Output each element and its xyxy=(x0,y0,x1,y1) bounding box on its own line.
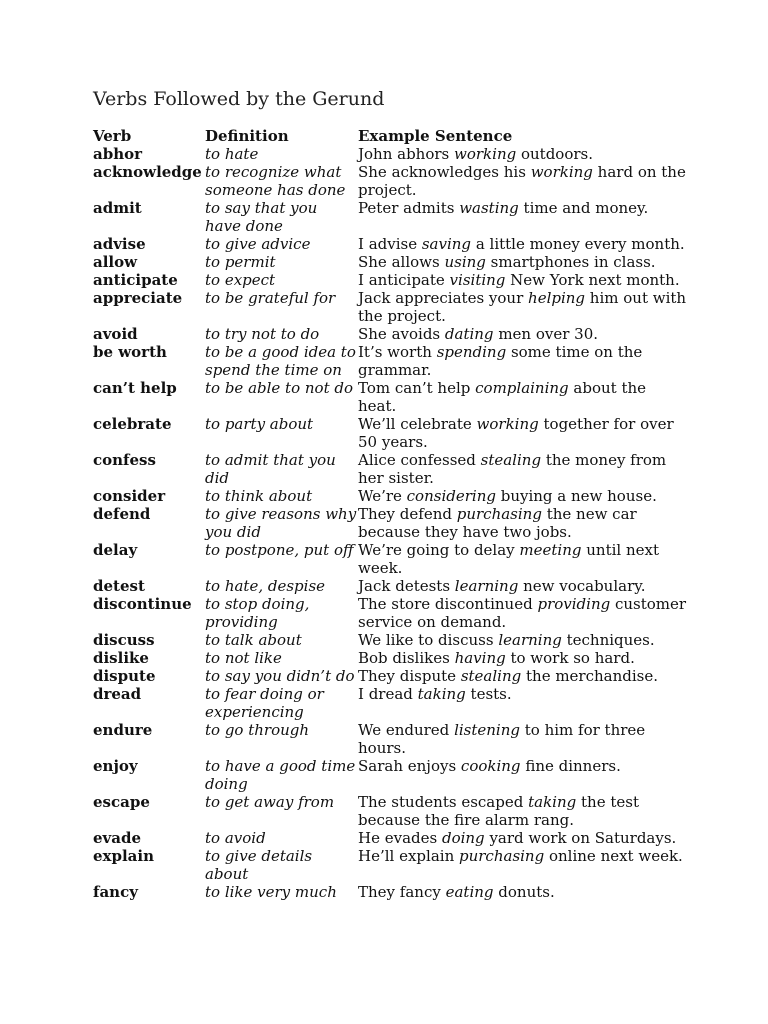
example-text-before: Tom can’t help xyxy=(358,379,476,397)
example-text-after: tests. xyxy=(465,685,512,703)
example-text-after: yard work on Saturdays. xyxy=(484,829,677,847)
verbs-table xyxy=(93,127,688,901)
table-row xyxy=(93,577,688,595)
table-row xyxy=(93,667,688,685)
example-text-before: Peter admits xyxy=(358,199,460,217)
example-text-before: Bob dislikes xyxy=(358,649,455,667)
example-text-after: to work so hard. xyxy=(505,649,635,667)
example-gerund: doing xyxy=(441,829,485,847)
verb-cell: abhor xyxy=(93,145,143,163)
example-cell xyxy=(358,487,688,505)
example-cell xyxy=(358,325,688,343)
example-text-before: We’ll celebrate xyxy=(358,415,477,433)
table-row xyxy=(93,379,688,415)
verb-cell: defend xyxy=(93,505,151,523)
example-cell xyxy=(358,343,688,379)
example-text-after: men over 30. xyxy=(493,325,599,343)
example-gerund: spending xyxy=(436,343,507,361)
example-text-before: The students escaped xyxy=(358,793,529,811)
table-row xyxy=(93,253,688,271)
example-text-before: She allows xyxy=(358,253,445,271)
example-cell xyxy=(358,199,688,235)
table-row xyxy=(93,271,688,289)
example-gerund: cooking xyxy=(460,757,521,775)
table-row xyxy=(93,505,688,541)
example-cell xyxy=(358,289,688,325)
example-text-before: I advise xyxy=(358,235,422,253)
example-gerund: listening xyxy=(454,721,520,739)
verb-cell: celebrate xyxy=(93,415,172,433)
table-row xyxy=(93,847,688,883)
example-cell xyxy=(358,793,688,829)
definition-cell: to give advice xyxy=(205,235,311,253)
example-text-before: She avoids xyxy=(358,325,445,343)
table-row xyxy=(93,145,688,163)
example-gerund: having xyxy=(454,649,506,667)
verb-cell: detest xyxy=(93,577,145,595)
example-text-after: New York next month. xyxy=(505,271,680,289)
example-text-before: Sarah enjoys xyxy=(358,757,461,775)
example-cell xyxy=(358,253,688,271)
definition-cell: to go through xyxy=(205,721,310,739)
example-gerund: helping xyxy=(528,289,586,307)
table-row xyxy=(93,649,688,667)
verb-cell: allow xyxy=(93,253,138,271)
example-cell xyxy=(358,541,688,577)
example-gerund: learning xyxy=(454,577,519,595)
definition-cell: to not like xyxy=(205,649,282,667)
example-text-before: We endured xyxy=(358,721,455,739)
definition-cell: to be a good idea to spend the time on xyxy=(205,343,356,379)
example-text-after: the merchandise. xyxy=(521,667,659,685)
table-row xyxy=(93,163,688,199)
example-cell xyxy=(358,883,688,901)
verb-cell: be worth xyxy=(93,343,167,361)
example-cell xyxy=(358,505,688,541)
verb-cell: endure xyxy=(93,721,153,739)
definition-cell: to have a good time doing xyxy=(205,757,356,793)
example-cell xyxy=(358,595,688,631)
table-row xyxy=(93,685,688,721)
example-text-after: the test because the fire alarm rang. xyxy=(358,793,639,829)
column-header-example: Example Sentence xyxy=(358,127,513,145)
verb-cell: dread xyxy=(93,685,142,703)
verb-cell: evade xyxy=(93,829,142,847)
definition-cell: to postpone, put off xyxy=(205,541,354,559)
page-title: Verbs Followed by the Gerund xyxy=(93,88,385,110)
verb-cell: consider xyxy=(93,487,166,505)
table-row xyxy=(93,721,688,757)
example-text-after: the money from her sister. xyxy=(358,451,667,487)
table-row xyxy=(93,829,688,847)
example-text-after: together for over 50 years. xyxy=(358,415,674,451)
example-cell xyxy=(358,829,688,847)
verb-cell: anticipate xyxy=(93,271,178,289)
example-gerund: working xyxy=(476,415,539,433)
definition-cell: to admit that you did xyxy=(205,451,336,487)
example-text-before: They defend xyxy=(358,505,457,523)
example-text-after: buying a new house. xyxy=(495,487,657,505)
definition-cell: to give details about xyxy=(205,847,313,883)
table-row xyxy=(93,793,688,829)
example-text-after: new vocabulary. xyxy=(518,577,646,595)
table-row xyxy=(93,757,688,793)
example-gerund: wasting xyxy=(459,199,519,217)
example-gerund: visiting xyxy=(449,271,506,289)
definition-cell: to fear doing or experiencing xyxy=(205,685,324,721)
example-text-before: They dispute xyxy=(358,667,461,685)
example-gerund: learning xyxy=(498,631,562,649)
example-text-before: The store discontinued xyxy=(358,595,538,613)
verb-cell: avoid xyxy=(93,325,138,343)
example-gerund: saving xyxy=(421,235,472,253)
example-gerund: eating xyxy=(445,883,494,901)
example-gerund: dating xyxy=(444,325,494,343)
example-cell xyxy=(358,847,688,883)
example-cell xyxy=(358,415,688,451)
verb-cell: fancy xyxy=(93,883,138,901)
definition-cell: to give reasons why you did xyxy=(205,505,357,541)
verb-cell: dislike xyxy=(93,649,149,667)
example-text-after: the new car because they have two jobs. xyxy=(358,505,637,541)
example-cell xyxy=(358,631,688,649)
verb-cell: delay xyxy=(93,541,138,559)
column-header-verb: Verb xyxy=(93,127,132,145)
example-cell xyxy=(358,163,688,199)
definition-cell: to permit xyxy=(205,253,276,271)
definition-cell: to be grateful for xyxy=(205,289,336,307)
example-text-before: I dread xyxy=(358,685,418,703)
verb-cell: explain xyxy=(93,847,154,865)
verb-cell: escape xyxy=(93,793,150,811)
verb-cell: dispute xyxy=(93,667,156,685)
table-row xyxy=(93,343,688,379)
example-gerund: stealing xyxy=(460,667,522,685)
table-row xyxy=(93,199,688,235)
example-text-after: hard on the project. xyxy=(358,163,686,199)
definition-cell: to recognize what someone has done xyxy=(205,163,346,199)
definition-cell: to try not to do xyxy=(205,325,320,343)
example-gerund: providing xyxy=(537,595,611,613)
example-gerund: working xyxy=(454,145,517,163)
example-cell xyxy=(358,271,688,289)
example-text-before: He’ll explain xyxy=(358,847,459,865)
verb-cell: discontinue xyxy=(93,595,192,613)
example-text-after: time and money. xyxy=(518,199,649,217)
verb-cell: admit xyxy=(93,199,142,217)
example-text-after: until next week. xyxy=(358,541,659,577)
example-text-before: I anticipate xyxy=(358,271,450,289)
example-cell xyxy=(358,649,688,667)
verb-cell: confess xyxy=(93,451,156,469)
definition-cell: to say you didn’t do xyxy=(205,667,355,685)
example-text-after: him out with the project. xyxy=(358,289,687,325)
table-row xyxy=(93,415,688,451)
example-text-before: He evades xyxy=(358,829,442,847)
example-gerund: purchasing xyxy=(456,505,542,523)
example-cell xyxy=(358,757,688,793)
definition-cell: to think about xyxy=(205,487,313,505)
example-text-before: We like to discuss xyxy=(358,631,499,649)
table-row xyxy=(93,487,688,505)
example-gerund: working xyxy=(530,163,593,181)
table-row xyxy=(93,289,688,325)
example-gerund: purchasing xyxy=(459,847,545,865)
example-text-after: smartphones in class. xyxy=(485,253,656,271)
verb-cell: can’t help xyxy=(93,379,177,397)
example-cell xyxy=(358,145,688,163)
example-text-before: We’re xyxy=(358,487,407,505)
column-header-definition: Definition xyxy=(205,127,289,145)
example-gerund: using xyxy=(444,253,486,271)
example-text-after: donuts. xyxy=(493,883,555,901)
example-text-before: It’s worth xyxy=(358,343,437,361)
table-row xyxy=(93,325,688,343)
verb-cell: appreciate xyxy=(93,289,183,307)
table-row xyxy=(93,631,688,649)
example-gerund: taking xyxy=(417,685,466,703)
example-text-after: to him for three hours. xyxy=(358,721,646,757)
definition-cell: to hate, despise xyxy=(205,577,326,595)
definition-cell: to expect xyxy=(205,271,276,289)
example-text-before: She acknowledges his xyxy=(358,163,531,181)
definition-cell: to talk about xyxy=(205,631,302,649)
table-row xyxy=(93,883,688,901)
example-text-before: Alice confessed xyxy=(358,451,481,469)
example-text-before: We’re going to delay xyxy=(358,541,520,559)
table-header-row xyxy=(93,127,688,145)
verb-cell: enjoy xyxy=(93,757,138,775)
table-row xyxy=(93,541,688,577)
definition-cell: to like very much xyxy=(205,883,337,901)
table-row xyxy=(93,235,688,253)
definition-cell: to hate xyxy=(205,145,259,163)
example-cell xyxy=(358,667,688,685)
example-text-after: some time on the grammar. xyxy=(358,343,643,379)
example-text-after: about the heat. xyxy=(358,379,647,415)
definition-cell: to get away from xyxy=(205,793,335,811)
example-text-before: John abhors xyxy=(358,145,455,163)
example-text-after: a little money every month. xyxy=(471,235,685,253)
example-gerund: complaining xyxy=(475,379,569,397)
example-gerund: taking xyxy=(528,793,577,811)
example-text-after: techniques. xyxy=(561,631,655,649)
definition-cell: to say that you have done xyxy=(205,199,318,235)
example-cell xyxy=(358,721,688,757)
table-row xyxy=(93,451,688,487)
verb-cell: discuss xyxy=(93,631,155,649)
example-cell xyxy=(358,685,688,721)
example-text-before: Jack detests xyxy=(358,577,455,595)
example-cell xyxy=(358,451,688,487)
verb-cell: advise xyxy=(93,235,146,253)
example-text-after: fine dinners. xyxy=(520,757,621,775)
example-gerund: considering xyxy=(406,487,496,505)
definition-cell: to be able to not do xyxy=(205,379,354,397)
example-text-after: online next week. xyxy=(544,847,683,865)
example-text-after: outdoors. xyxy=(516,145,594,163)
example-cell xyxy=(358,235,688,253)
example-cell xyxy=(358,577,688,595)
table-row xyxy=(93,595,688,631)
definition-cell: to avoid xyxy=(205,829,266,847)
example-text-after: customer service on demand. xyxy=(358,595,687,631)
example-gerund: stealing xyxy=(480,451,542,469)
example-cell xyxy=(358,379,688,415)
definition-cell: to stop doing, providing xyxy=(205,595,310,631)
example-gerund: meeting xyxy=(519,541,582,559)
example-text-before: Jack appreciates your xyxy=(358,289,529,307)
definition-cell: to party about xyxy=(205,415,314,433)
verb-cell: acknowledge xyxy=(93,163,202,181)
example-text-before: They fancy xyxy=(358,883,446,901)
